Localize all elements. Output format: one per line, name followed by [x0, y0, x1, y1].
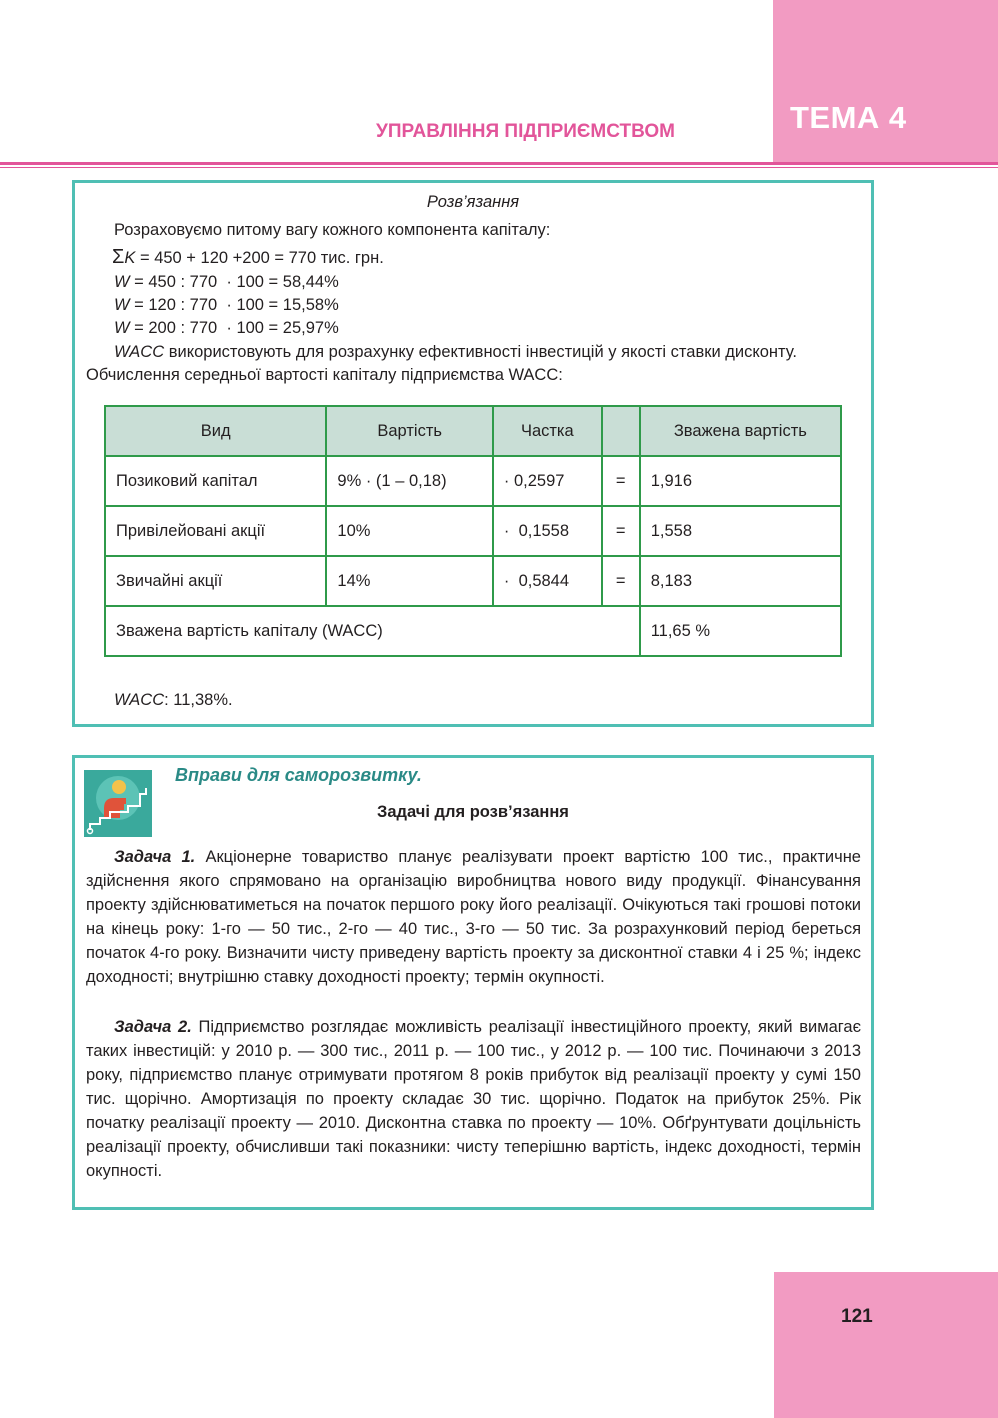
- table-total-row: [105, 606, 841, 656]
- column-header: Частка: [493, 406, 602, 456]
- wacc-result: [114, 689, 233, 712]
- task-label: Задача 2.: [114, 1018, 192, 1036]
- sum-expression: = 450 + 120 +200 = 770 тис. грн.: [135, 249, 384, 267]
- total-label: Зважена вартість капіталу (WACC): [105, 606, 640, 656]
- table-cell: · 0,5844: [493, 556, 602, 606]
- sigma-symbol: Σ: [112, 246, 125, 268]
- sum-variable: K: [124, 249, 136, 267]
- table-cell: 1,916: [640, 456, 841, 506]
- table-cell: Привілейовані акції: [105, 506, 326, 556]
- table-cell: 10%: [326, 506, 492, 556]
- table-cell: Звичайні акції: [105, 556, 326, 606]
- table-cell: 8,183: [640, 556, 841, 606]
- topic-label: ТЕМА 4: [790, 100, 907, 135]
- weight-formula-1: [114, 271, 339, 294]
- exercises-title: Вправи для саморозвитку.: [175, 765, 422, 785]
- weight-variable: W: [114, 319, 130, 337]
- wacc-calc-intro: Обчислення середньої вартості капіталу підприємства WACC:: [86, 366, 563, 384]
- result-text: : 11,38%.: [164, 691, 233, 709]
- table-cell: Позиковий капітал: [105, 456, 326, 506]
- page-number: 121: [841, 1306, 873, 1327]
- task-1: [86, 845, 861, 989]
- header-rule: [0, 162, 998, 165]
- table-cell: =: [602, 506, 640, 556]
- task-label: Задача 1.: [114, 848, 196, 866]
- weight-formula-2: [114, 294, 339, 317]
- weight-expression: = 120 : 770 · 100 = 15,58%: [129, 296, 339, 314]
- wacc-text: використовують для розрахунку ефективності інвестицій у якості ставки дисконту.: [164, 343, 797, 361]
- page-number-tab: [774, 1272, 998, 1418]
- task-text: Підприємство розглядає можливість реалізації інвестиційного проекту, який вимагає таких інвестицій: у 2010 р. — 300 тис., 2011 р. — 100 тис., у 2012 р. — 100 тис. Починаючи з 2013 року, підприємство планує отримувати протягом 8 років прибуток від реалізації проекту у сумі 150 тис. щорічно. Амортизація по проекту складає 30 тис. щорічно. Податок на прибуток 25%. Рік початку реалізації проекту — 2010. Дисконтна ставка по проекту — 10%. Обґрунтувати доцільність реалізації проекту, обчисливши такі показники: чисту теперішню вартість, індекс доходності, термін окупності.: [86, 1018, 862, 1180]
- wacc-explanation: [114, 341, 864, 364]
- task-text: Акціонерне товариство планує реалізувати проект вартістю 100 тис., практичне здійснення якого спрямовано на організацію виробництва нового виду продукції. Фінансування проекту здійснюватиметься на початок першого року його реалізації. Очікуються такі грошові потоки на кінець року: 1-го — 50 тис., 2-го — 40 тис., 3-го — 50 тис. За розрахунковий період береться початок 4-го року. Визначити чисту приведену вартість проекту за дисконтної ставки 4 і 25 %; індекс доходності; внутрішню ставку доходності проекту; термін окупності.: [86, 848, 861, 986]
- wacc-term: WACC: [114, 343, 165, 361]
- column-header: Вартість: [326, 406, 492, 456]
- topic-tab: [773, 0, 998, 163]
- table-cell: · 0,2597: [493, 456, 602, 506]
- column-header: Вид: [105, 406, 326, 456]
- weight-variable: W: [114, 273, 130, 291]
- table-cell: · 0,1558: [493, 506, 602, 556]
- solution-intro: Розраховуємо питому вагу кожного компонента капіталу:: [114, 221, 551, 239]
- table-cell: 14%: [326, 556, 492, 606]
- weight-expression: = 200 : 770 · 100 = 25,97%: [129, 319, 339, 337]
- table-cell: =: [602, 456, 640, 506]
- section-title: УПРАВЛІННЯ ПІДПРИЄМСТВОМ: [376, 121, 675, 142]
- table-row: [105, 456, 841, 506]
- column-header: Зважена вартість: [640, 406, 841, 456]
- table-row: [105, 556, 841, 606]
- weight-variable: W: [114, 296, 130, 314]
- sum-formula: [112, 246, 384, 270]
- header-rule-thin: [0, 167, 998, 168]
- total-value: 11,65 %: [640, 606, 841, 656]
- weight-formula-3: [114, 317, 339, 340]
- table-cell: =: [602, 556, 640, 606]
- solution-heading: Розв’язання: [426, 193, 520, 211]
- table-cell: 9% · (1 – 0,18): [326, 456, 492, 506]
- table-header-row: [105, 406, 841, 456]
- exercises-subtitle: Задачі для розв’язання: [377, 803, 569, 821]
- column-header: [602, 406, 640, 456]
- weight-expression: = 450 : 770 · 100 = 58,44%: [129, 273, 339, 291]
- table-cell: 1,558: [640, 506, 841, 556]
- wacc-table: [104, 405, 842, 657]
- task-2: [86, 1015, 861, 1183]
- result-term: WACC: [114, 691, 165, 709]
- table-row: [105, 506, 841, 556]
